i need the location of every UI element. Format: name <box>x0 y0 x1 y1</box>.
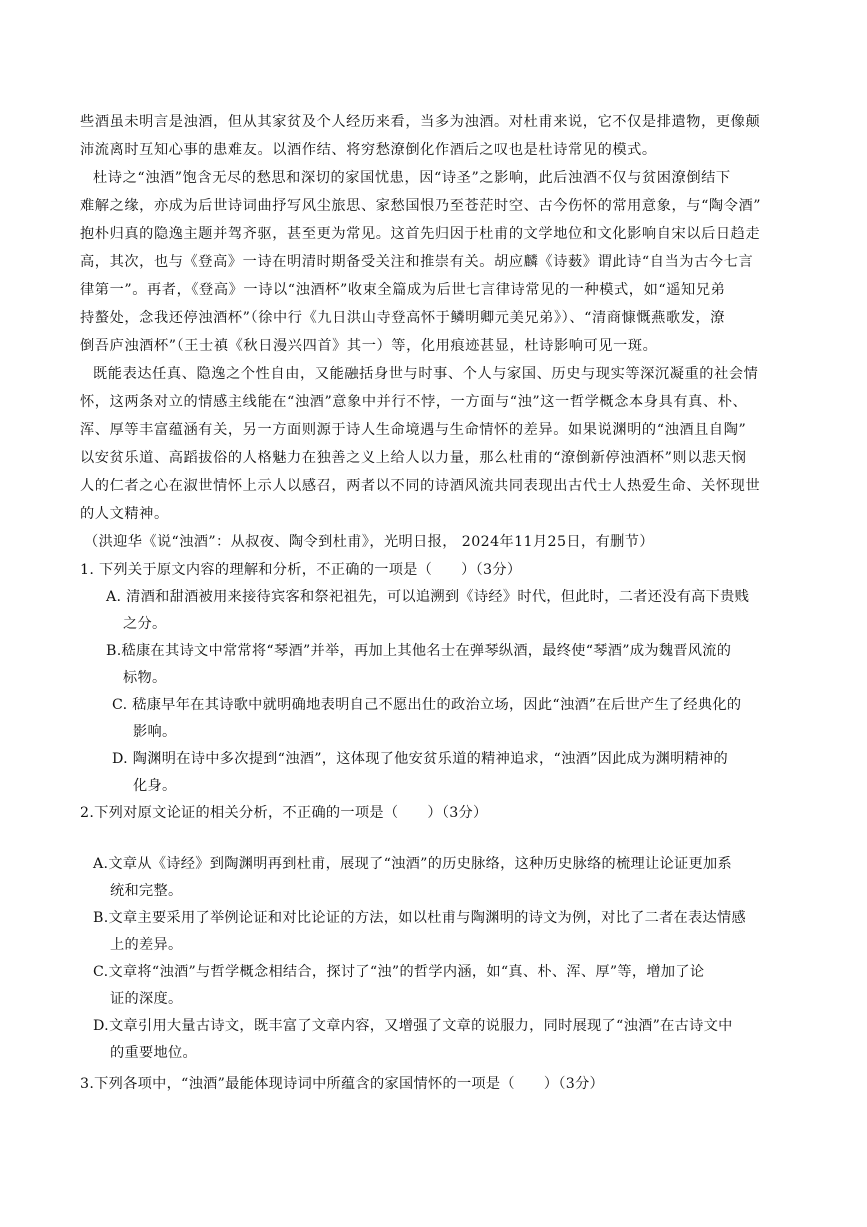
passage-line: 沛流离时互知心事的患难友。以酒作结、将穷愁潦倒化作酒后之叹也是杜诗常见的模式。 <box>80 142 657 158</box>
passage-line: 倒吾庐浊酒杯”（王士禛《秋日漫兴四首》其一）等，化用痕迹甚显，杜诗影响可见一斑。 <box>80 338 658 354</box>
q1-option-d-cont: 化身。 <box>133 778 177 794</box>
q1-option-b: B.嵇康在其诗文中常常将“琴酒”并举，再加上其他名士在弹琴纵酒，最终使“琴酒”成为魏晋风流的 <box>106 643 732 659</box>
q2-option-b: B.文章主要采用了举例论证和对比论证的方法，如以杜甫与陶渊明的诗文为例，对比了二者在表达情感 <box>93 910 746 926</box>
passage-line: 抱朴归真的隐逸主题并驾齐驱，甚至更为常见。这首先归因于杜甫的文学地位和文化影响自宋以后日趋走 <box>80 226 761 242</box>
question-3-stem: 3.下列各项中，“浊酒”最能体现诗词中所蕴含的家国情怀的一项是（ ）（3分） <box>80 1076 605 1092</box>
passage-line: 人的仁者之心在淑世情怀上示人以感召，两者以不同的诗酒风流共同表现出古代士人热爱生命、关怀现世 <box>80 478 761 494</box>
passage-line: 些酒虽未明言是浊酒，但从其家贫及个人经历来看，当多为浊酒。对杜甫来说，它不仅是排遣物，更像颠 <box>80 114 761 130</box>
passage-line: 怀，这两条对立的情感主线能在“浊酒”意象中并行不悖，一方面与“浊”这一哲学概念本身具有真、朴、 <box>80 394 748 410</box>
q2-option-d-cont: 的重要地位。 <box>110 1045 197 1061</box>
q2-option-a: A.文章从《诗经》到陶渊明再到杜甫，展现了“浊酒”的历史脉络，这种历史脉络的梳理让论证更加系 <box>93 856 732 872</box>
passage-line: 既能表达任真、隐逸之个性自由，又能融括身世与时事、个人与家国、历史与现实等深沉凝重的社会情 <box>93 366 759 382</box>
passage-line: 难解之缘，亦成为后世诗词曲抒写风尘旅思、家愁国恨乃至苍茫时空、古今伤怀的常用意象，与“陶令酒” <box>80 198 762 214</box>
q2-option-a-cont: 统和完整。 <box>110 883 183 899</box>
passage-line: 浑、厚等丰富蕴涵有关，另一方面则源于诗人生命境遇与生命情怀的差异。如果说渊明的“浊酒且自陶” <box>80 422 747 438</box>
question-2-stem: 2.下列对原文论证的相关分析，不正确的一项是（ ）（3分） <box>80 805 488 821</box>
q1-option-a: A. 清酒和甜酒被用来接待宾客和祭祀祖先，可以追溯到《诗经》时代，但此时，二者还没有高下贵贱 <box>106 589 750 605</box>
q1-option-c: C. 嵇康早年在其诗歌中就明确地表明自己不愿出仕的政治立场，因此“浊酒”在后世产生了经典化的 <box>112 697 742 713</box>
q1-option-a-cont: 之分。 <box>123 616 167 632</box>
passage-line: 持螯处，念我还停浊酒杯”（徐中行《九日洪山寺登高怀于鳞明卿元美兄弟》）、“清商慷慨燕歌发，潦 <box>80 310 726 326</box>
passage-line: 的人文精神。 <box>80 506 169 522</box>
passage-line: 杜诗之“浊酒”饱含无尽的愁思和深切的家国忧患，因“诗圣”之影响，此后浊酒不仅与贫困潦倒结下 <box>93 170 731 186</box>
q1-option-c-cont: 影响。 <box>133 724 177 740</box>
question-1-stem: 1. 下列关于原文内容的理解和分析，不正确的一项是（ ）（3分） <box>80 562 522 578</box>
passage-line: 律第一”。再者，《登高》一诗以“浊酒杯”收束全篇成为后世七言律诗常见的一种模式，如“遥知兄弟 <box>80 282 726 298</box>
q2-option-b-cont: 上的差异。 <box>110 937 183 953</box>
q2-option-c-cont: 证的深度。 <box>110 991 183 1007</box>
q1-option-d: D. 陶渊明在诗中多次提到“浊酒”，这体现了他安贫乐道的精神追求，“浊酒”因此成为渊明精神的 <box>112 751 729 767</box>
q1-option-b-cont: 标物。 <box>123 670 167 686</box>
q2-option-d: D.文章引用大量古诗文，既丰富了文章内容，又增强了文章的说服力，同时展现了“浊酒”在古诗文中 <box>93 1018 733 1034</box>
passage-line: 以安贫乐道、高蹈拔俗的人格魅力在独善之义上给人以力量，那么杜甫的“潦倒新停浊酒杯”则以悲天悯 <box>80 450 747 466</box>
passage-line: 高，其次，也与《登高》一诗在明清时期备受关注和推崇有关。胡应麟《诗薮》谓此诗“自当为古今七言 <box>80 254 754 270</box>
q2-option-c: C.文章将“浊酒”与哲学概念相结合，探讨了“浊”的哲学内涵，如“真、朴、浑、厚”等，增加了论 <box>93 964 705 980</box>
source-citation: （洪迎华《说“浊酒”：从叔夜、陶令到杜甫》，光明日报， 2024年11月25日，有删节） <box>84 534 654 550</box>
